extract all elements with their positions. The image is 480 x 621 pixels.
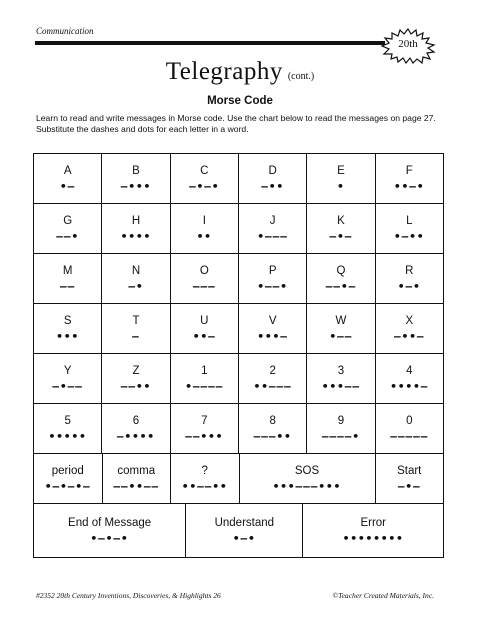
- cell-label: 1: [201, 364, 208, 377]
- cell-label: 9: [337, 414, 345, 427]
- cell-label: U: [200, 314, 209, 327]
- cell-code: •: [337, 179, 345, 193]
- cell-code: –••••: [116, 429, 156, 443]
- chart-cell: [102, 404, 170, 453]
- cell-code: •––––: [185, 379, 224, 393]
- cell-label: E: [337, 164, 345, 177]
- cell-code: •••: [56, 329, 80, 343]
- cell-label: period: [51, 464, 84, 477]
- title-cont: (cont.): [287, 71, 315, 82]
- cell-label: S: [63, 314, 72, 327]
- cell-label: End of Message: [68, 516, 152, 529]
- chart-cell: [239, 254, 307, 303]
- cell-code: •–––: [257, 229, 288, 243]
- cell-label: 2: [269, 364, 276, 377]
- cell-code: ••––••: [181, 479, 228, 493]
- chart-cell: [34, 304, 102, 353]
- section-heading: Morse Code: [207, 95, 273, 107]
- chart-cell: [307, 354, 375, 403]
- cell-code: –••–: [394, 329, 425, 343]
- chart-cell: [171, 454, 240, 503]
- footer-copyright: ©Teacher Created Materials, Inc.: [332, 591, 434, 600]
- cell-label: 6: [132, 414, 140, 427]
- cell-label: V: [268, 314, 277, 327]
- cell-label: L: [406, 214, 413, 227]
- cell-code: –•: [128, 279, 144, 293]
- chart-cell: [307, 404, 375, 453]
- cell-code: •–•: [397, 279, 421, 293]
- cell-code: –•–: [397, 479, 421, 493]
- cell-code: –•–•: [189, 179, 220, 193]
- chart-cell: [239, 304, 307, 353]
- cell-label: Y: [63, 364, 72, 377]
- chart-row: [34, 254, 443, 304]
- chart-cell: [376, 304, 443, 353]
- cell-label: F: [405, 164, 413, 177]
- chart-cell: [34, 354, 102, 403]
- cell-code: ––: [60, 279, 76, 293]
- chart-row: [34, 154, 443, 204]
- cell-code: –––––: [390, 429, 429, 443]
- instructions-text: Learn to read and write messages in Morse code. Use the chart below to read the messages on page 27. Substitute the dashes and dots for each letter in a word.: [36, 113, 436, 134]
- chart-cell: [239, 404, 307, 453]
- cell-code: •–•–•–: [44, 479, 91, 493]
- cell-code: –•••: [120, 179, 152, 193]
- chart-row: [34, 354, 443, 404]
- cell-label: N: [131, 264, 141, 277]
- badge-label: 20th: [398, 38, 418, 50]
- cell-label: B: [132, 164, 140, 177]
- cell-label: X: [405, 314, 414, 327]
- cell-code: •––: [329, 329, 353, 343]
- cell-label: SOS: [294, 464, 320, 477]
- chart-cell: [376, 354, 443, 403]
- cell-label: 5: [64, 414, 71, 427]
- cell-label: Start: [397, 464, 422, 477]
- title-main: Telegraphy: [165, 58, 283, 85]
- cell-code: –•––: [52, 379, 83, 393]
- cell-label: 3: [337, 364, 345, 377]
- chart-row-punctuation: [34, 454, 443, 504]
- chart-cell: [102, 254, 170, 303]
- cell-code: –: [132, 329, 140, 343]
- chart-cell: [34, 504, 186, 557]
- chart-row: [34, 304, 443, 354]
- cell-label: Error: [360, 516, 386, 529]
- cell-code: ––••––: [113, 479, 160, 493]
- cell-label: C: [200, 164, 209, 177]
- cell-code: ––•: [56, 229, 80, 243]
- chart-cell: [376, 254, 443, 303]
- cell-label: H: [131, 214, 141, 227]
- cell-code: ••••–: [390, 379, 429, 393]
- cell-label: R: [405, 264, 414, 277]
- chart-cell: [376, 404, 443, 453]
- cell-label: 7: [201, 414, 208, 427]
- cell-code: •–•: [232, 531, 256, 545]
- cell-code: ••–•: [394, 179, 425, 193]
- page-title: [0, 58, 480, 86]
- cell-label: M: [62, 264, 73, 277]
- chart-cell: [171, 254, 239, 303]
- cell-code: •••––: [321, 379, 361, 393]
- chart-cell: [103, 454, 172, 503]
- cell-code: ––••: [120, 379, 152, 393]
- chart-row: [34, 404, 443, 454]
- cell-code: –••: [261, 179, 285, 193]
- chart-cell: [102, 154, 170, 203]
- cell-label: Understand: [214, 516, 275, 529]
- cell-code: ••–: [192, 329, 216, 343]
- cell-label: A: [63, 164, 72, 177]
- chart-cell: [102, 354, 170, 403]
- cell-code: ––•–: [325, 279, 357, 293]
- cell-code: ••••: [120, 229, 152, 243]
- cell-code: ––––•: [321, 429, 361, 443]
- header-rule: [35, 41, 385, 45]
- chart-cell: [34, 154, 102, 203]
- morse-code-chart: [33, 153, 444, 558]
- chart-cell: [376, 204, 443, 253]
- cell-label: T: [132, 314, 140, 327]
- cell-code: •••••: [48, 429, 87, 443]
- cell-label: I: [202, 214, 206, 227]
- cell-code: –––: [192, 279, 216, 293]
- cell-label: comma: [117, 464, 156, 477]
- cell-label: G: [63, 214, 73, 227]
- cell-code: –•–: [329, 229, 353, 243]
- chart-cell: [171, 404, 239, 453]
- chart-cell: [34, 404, 102, 453]
- cell-code: •••–: [257, 329, 288, 343]
- chart-cell: [239, 204, 307, 253]
- footer-source: #2352 20th Century Inventions, Discoveries, & Highlights 26: [36, 591, 221, 600]
- cell-label: P: [268, 264, 277, 277]
- chart-cell: [171, 154, 239, 203]
- chart-cell: [171, 304, 239, 353]
- cell-code: ••: [196, 229, 212, 243]
- cell-label: 0: [406, 414, 413, 427]
- chart-cell: [303, 504, 443, 557]
- chart-cell: [239, 154, 307, 203]
- chart-cell: [307, 254, 375, 303]
- cell-code: •–••: [394, 229, 425, 243]
- cell-code: •––•: [257, 279, 288, 293]
- cell-code: ––•••: [185, 429, 224, 443]
- chart-cell: [34, 204, 102, 253]
- cell-label: Z: [132, 364, 140, 377]
- chart-cell: [307, 204, 375, 253]
- cell-code: •–•–•: [90, 531, 129, 545]
- cell-label: 8: [269, 414, 276, 427]
- chart-cell: [186, 504, 303, 557]
- cell-label: 4: [406, 364, 413, 377]
- cell-code: –––••: [253, 429, 292, 443]
- cell-label: D: [268, 164, 277, 177]
- chart-cell: [376, 454, 444, 503]
- cell-label: O: [199, 264, 209, 277]
- chart-cell: [171, 354, 239, 403]
- chart-cell: [34, 254, 102, 303]
- chart-cell: [240, 454, 376, 503]
- cell-label: W: [335, 314, 347, 327]
- chart-cell: [102, 304, 170, 353]
- chart-cell: [239, 354, 307, 403]
- chart-cell: [171, 204, 239, 253]
- chart-cell: [102, 204, 170, 253]
- chart-cell: [307, 154, 375, 203]
- cell-code: ••••••••: [342, 531, 404, 545]
- chart-row: [34, 204, 443, 254]
- chart-cell: [376, 154, 443, 203]
- cell-code: ••–––: [253, 379, 292, 393]
- chart-cell: [307, 304, 375, 353]
- cell-code: •–: [60, 179, 76, 193]
- cell-label: ?: [201, 464, 208, 477]
- cell-label: J: [269, 214, 276, 227]
- chart-row-signals: [34, 504, 443, 557]
- cell-code: •••–––•••: [272, 479, 342, 493]
- cell-label: Q: [336, 264, 346, 277]
- chart-cell: [34, 454, 103, 503]
- cell-label: K: [337, 214, 345, 227]
- category-label: Communication: [36, 26, 94, 36]
